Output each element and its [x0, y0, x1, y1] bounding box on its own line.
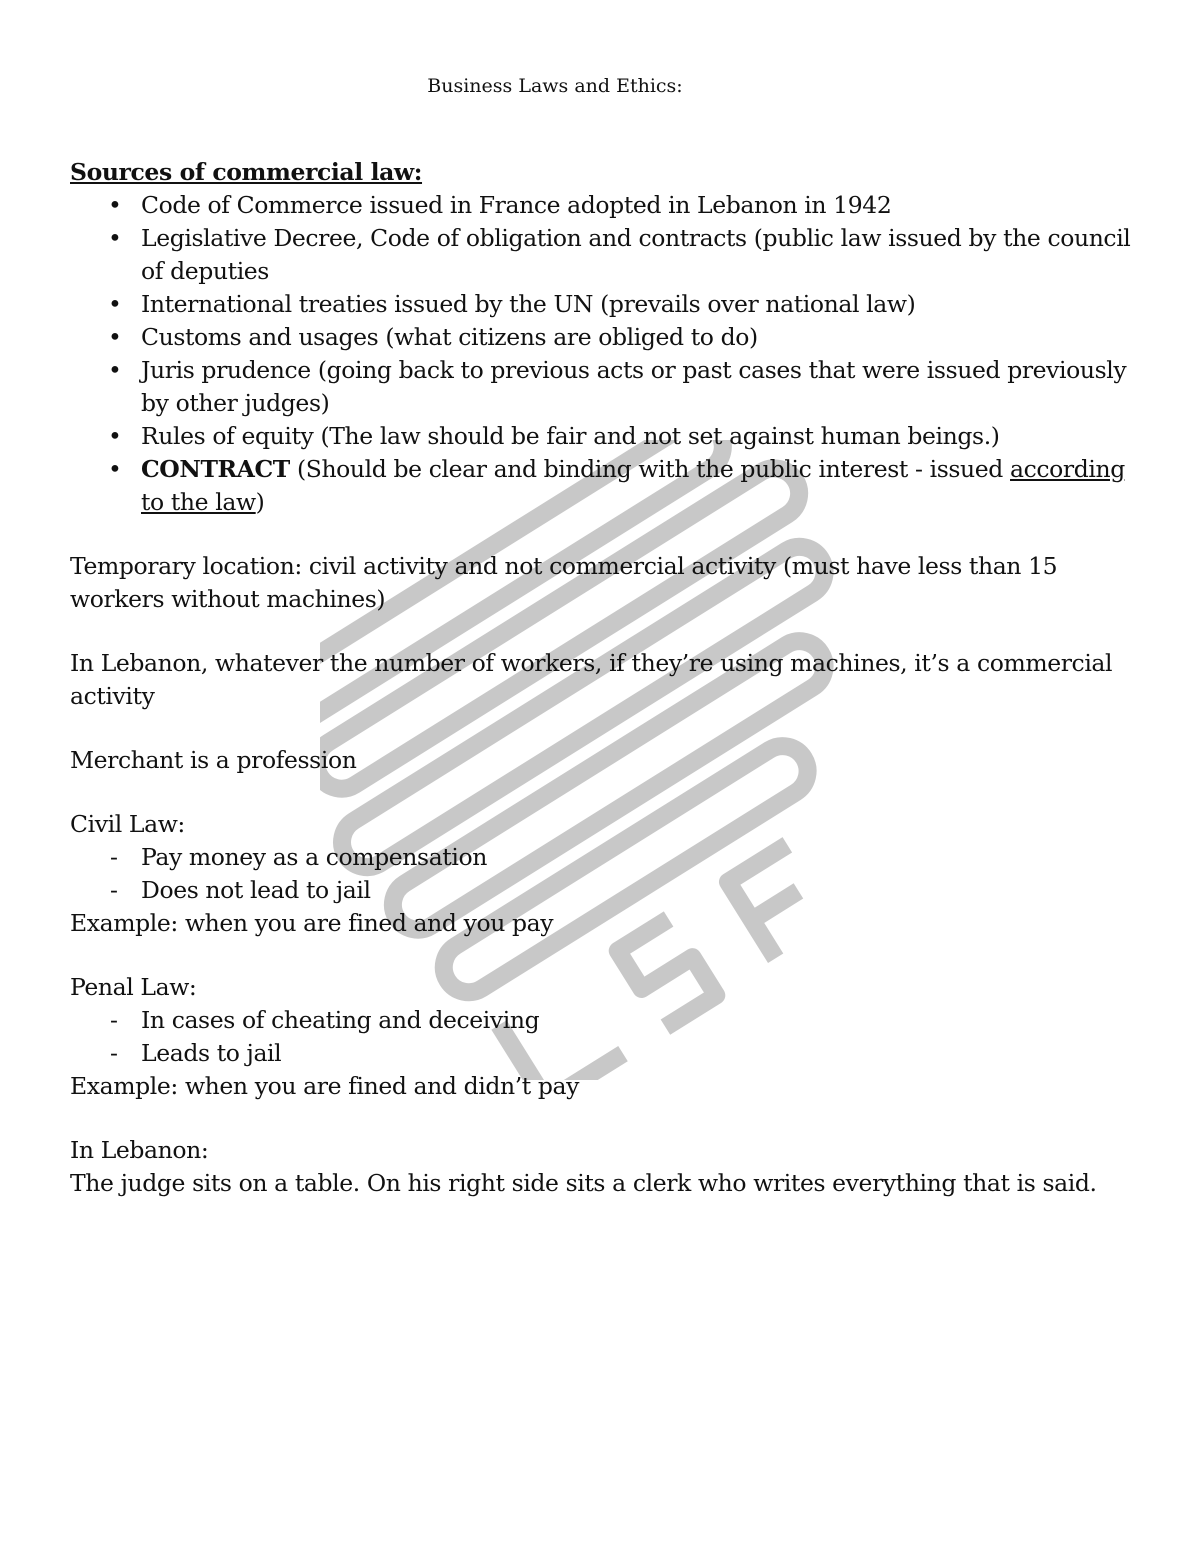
contract-text: (Should be clear and binding with the public interest - issued — [289, 455, 1011, 483]
list-item: • Customs and usages (what citizens are obliged to do) — [70, 321, 1140, 354]
court-paragraph: The judge sits on a table. On his right side sits a clerk who writes everything that is said. — [70, 1169, 1097, 1197]
document-body — [70, 156, 1140, 1200]
contract-underlined: according to the law — [141, 455, 1125, 516]
list-item: - Leads to jail — [70, 1037, 1140, 1070]
contract-label: CONTRACT — [141, 455, 290, 483]
list-item: • Code of Commerce issued in France adopted in Lebanon in 1942 — [70, 189, 1140, 222]
penal-law-heading: Penal Law: — [70, 973, 197, 1001]
civil-law-example: Example: when you are fined and you pay — [70, 909, 554, 937]
lebanon-workers-paragraph: In Lebanon, whatever the number of workers, if they’re using machines, it’s a commercial activity — [70, 649, 1113, 710]
merchant-paragraph: Merchant is a profession — [70, 746, 357, 774]
temporary-location-paragraph: Temporary location: civil activity and not commercial activity (must have less than 15 workers without machines) — [70, 552, 1058, 613]
court-heading: In Lebanon: — [70, 1136, 209, 1164]
civil-law-heading: Civil Law: — [70, 810, 185, 838]
penal-law-example: Example: when you are fined and didn’t pay — [70, 1072, 580, 1100]
sources-list — [70, 189, 1140, 519]
list-item: • International treaties issued by the UN (prevails over national law) — [70, 288, 1140, 321]
list-item: • Legislative Decree, Code of obligation and contracts (public law issued by the council of deputies — [70, 222, 1140, 288]
list-item-contract — [70, 453, 1140, 519]
civil-law-list — [70, 841, 1140, 907]
list-item: • Rules of equity (The law should be fair and not set against human beings.) — [70, 420, 1140, 453]
page-title: Business Laws and Ethics: — [427, 75, 683, 97]
list-item: - Does not lead to jail — [70, 874, 1140, 907]
sources-heading: Sources of commercial law: — [70, 158, 423, 186]
penal-law-list — [70, 1004, 1140, 1070]
contract-close: ) — [255, 488, 265, 516]
list-item: - Pay money as a compensation — [70, 841, 1140, 874]
list-item: - In cases of cheating and deceiving — [70, 1004, 1140, 1037]
list-item: • Juris prudence (going back to previous acts or past cases that were issued previously by other judges) — [70, 354, 1140, 420]
